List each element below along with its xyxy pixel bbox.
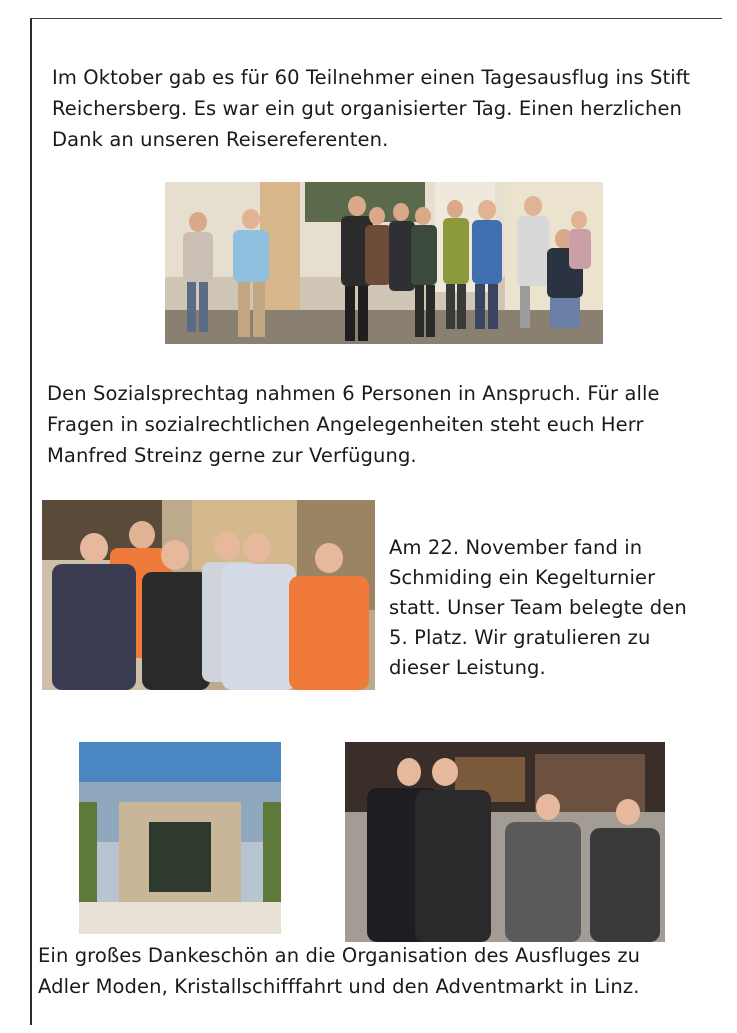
paragraph-trip-reichersberg [52, 62, 690, 155]
paragraph-kegelturnier [389, 533, 687, 683]
text-line: Adler Moden, Kristallschifffahrt und den Adventmarkt in Linz. [38, 975, 640, 998]
text-line: Im Oktober gab es für 60 Teilnehmer einen Tagesausflug ins Stift [52, 66, 691, 89]
text-line: 5. Platz. Wir gratulieren zu [389, 626, 651, 649]
text-line: Ein großes Dankeschön an die Organisation des Ausfluges zu [38, 944, 641, 967]
text-line: Fragen in sozialrechtlichen Angelegenheiten steht euch Herr [47, 413, 644, 436]
photo-advent-market-group [345, 742, 665, 942]
text-line: Dank an unseren Reisereferenten. [52, 128, 389, 151]
text-line: dieser Leistung. [389, 656, 546, 679]
text-line: statt. Unser Team belegte den [389, 596, 687, 619]
text-line: Den Sozialsprechtag nahmen 6 Personen in Anspruch. Für alle [47, 382, 660, 405]
photo-group-reichersberg [165, 182, 603, 344]
paragraph-adventmarkt-thanks [38, 940, 640, 1002]
photo-crystal-ship-interior [79, 742, 281, 934]
text-line: Reichersberg. Es war ein gut organisierter Tag. Einen herzlichen [52, 97, 683, 120]
text-line: Manfred Streinz gerne zur Verfügung. [47, 444, 417, 467]
paragraph-sozialsprechtag [47, 378, 660, 471]
text-line: Schmiding ein Kegelturnier [389, 566, 656, 589]
photo-bowling-team [42, 500, 375, 690]
text-line: Am 22. November fand in [389, 536, 643, 559]
